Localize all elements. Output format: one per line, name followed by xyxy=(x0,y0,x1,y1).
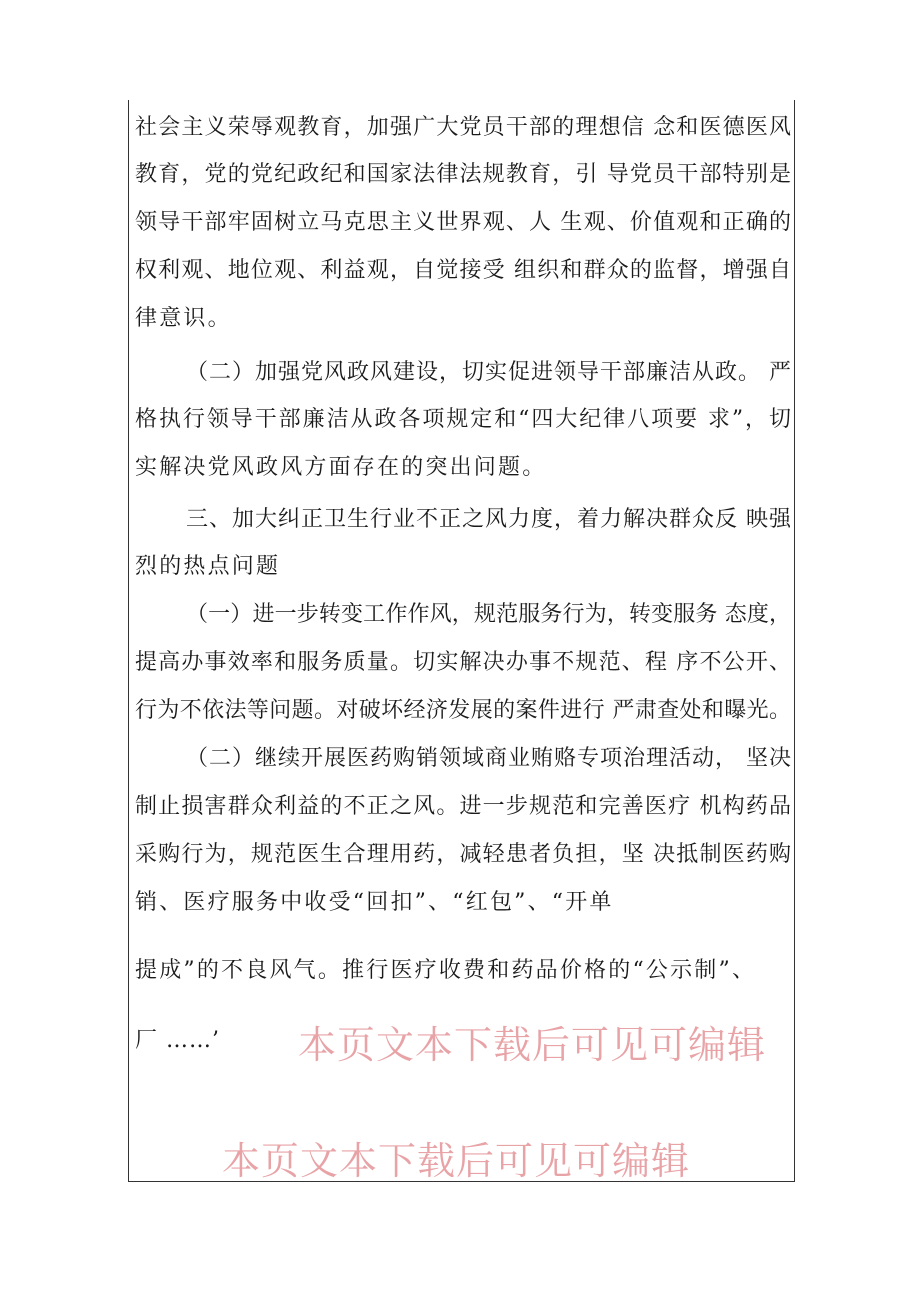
paragraph-line-14: 采购行为，规范医生合理用药，减轻患者负担，坚 决抵制医药购 xyxy=(135,842,791,867)
paragraph-line-8: 实解决党风政风方面存在的突出问题。 xyxy=(135,455,547,480)
paragraph-line-3: 领导干部牢固树立马克思主义世界观、人 生观、价值观和正确的 xyxy=(135,210,791,235)
paragraph-line-7: 格执行领导干部廉洁从政各项规定和“四大纪律八项要 求”，切 xyxy=(135,407,791,432)
paragraph-line-16: 提成”的不良风气。推行医疗收费和药品价格的“公示制”、 xyxy=(135,958,757,983)
watermark-text-2: 本页文本下载后可见可编辑 xyxy=(222,1139,691,1183)
paragraph-line-2: 教育，党的党纪政纪和国家法律法规教育，引 导党员干部特别是 xyxy=(135,162,791,187)
paragraph-line-4: 权利观、地位观、利益观，自觉接受 组织和群众的监督，增强自 xyxy=(135,258,791,283)
watermark-text-1: 本页文本下载后可见可编辑 xyxy=(298,1023,767,1067)
paragraph-line-13: 制止损害群众利益的不正之风。进一步规范和完善医疗 机构药品 xyxy=(135,794,791,819)
paragraph-line-10: 提高办事效率和服务质量。切实解决办事不规范、程 序不公开、 xyxy=(135,650,791,675)
paragraph-line-1: 社会主义荣辱观教育，加强广大党员干部的理想信 念和医德医风 xyxy=(135,115,791,140)
paragraph-line-12: （二）继续开展医药购销领域商业贿赂专项治理活动， 坚决 xyxy=(186,746,791,771)
section-heading-line-2: 烈的热点问题 xyxy=(135,554,281,579)
paragraph-line-5: 律意识。 xyxy=(135,306,232,331)
paragraph-line-15: 销、医疗服务中收受“回扣”、“红包”、“开单 xyxy=(135,890,614,915)
paragraph-line-6: （二）加强党风政风建设，切实促进领导干部廉洁从政。 严 xyxy=(186,360,791,385)
paragraph-line-17: 厂 ……’ xyxy=(135,1028,220,1053)
paragraph-line-11: 行为不依法等问题。对破坏经济发展的案件进行 严肃查处和曝光。 xyxy=(135,698,791,723)
paragraph-line-9: （一）进一步转变工作作风，规范服务行为，转变服务 态度， xyxy=(186,602,791,627)
section-heading-line-1: 三、加大纠正卫生行业不正之风力度，着力解决群众反 映强 xyxy=(186,507,791,532)
